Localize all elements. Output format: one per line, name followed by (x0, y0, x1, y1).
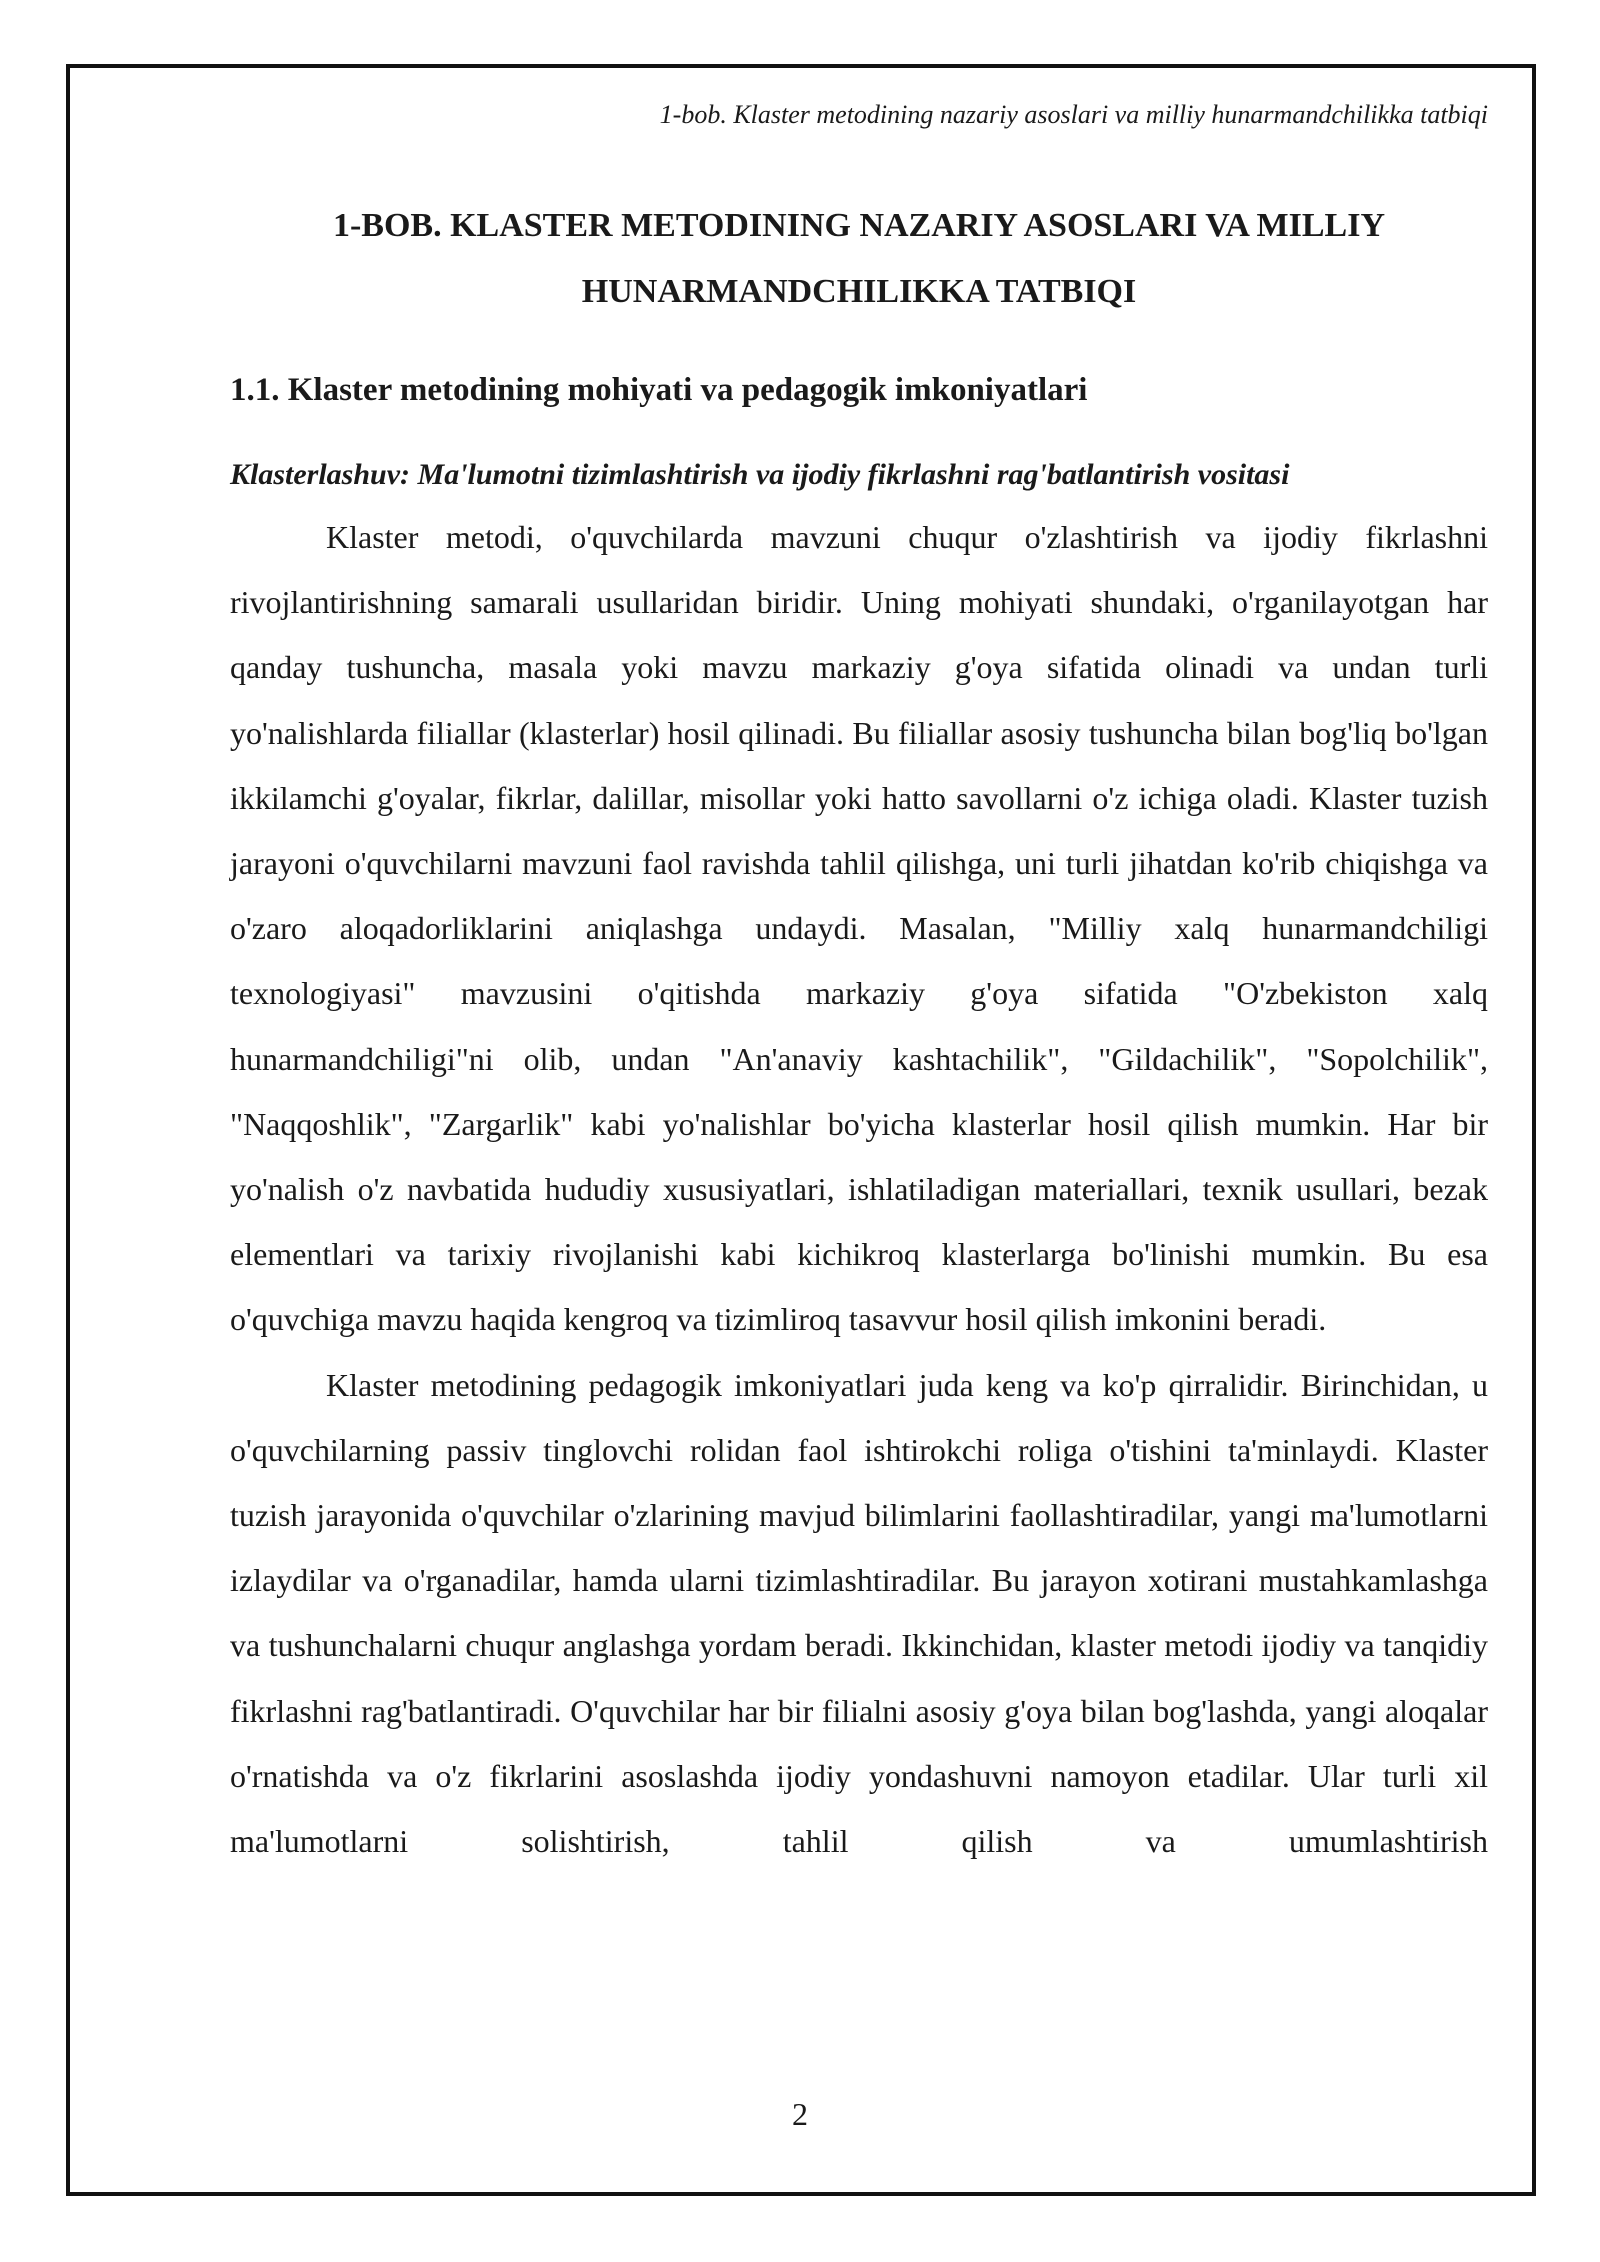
body-paragraph: Klaster metodi, o'quvchilarda mavzuni chuqur o'zlashtirish va ijodiy fikrlashni rivojlantirishning samarali usullaridan biridir. Uning mohiyati shundaki, o'rganilayotgan har qanday tushuncha, masala yoki mavzu markaziy g'oya sifatida olinadi va undan turli yo'nalishlarda filiallar (klasterlar) hosil qilinadi. Bu filiallar asosiy tushuncha bilan bog'liq bo'lgan ikkilamchi g'oyalar, fikrlar, dalillar, misollar yoki hatto savollarni o'z ichiga oladi. Klaster tuzish jarayoni o'quvchilarni mavzuni faol ravishda tahlil qilishga, uni turli jihatdan ko'rib chiqishga va o'zaro aloqadorliklarini aniqlashga undaydi. Masalan, "Milliy xalq hunarmandchiligi texnologiyasi" mavzusini o'qitishda markaziy g'oya sifatida "O'zbekiston xalq hunarmandchiligi"ni olib, undan "An'anaviy kashtachilik", "Gildachilik", "Sopolchilik", "Naqqoshlik", "Zargarlik" kabi yo'nalishlar bo'yicha klasterlar hosil qilish mumkin. Har bir yo'nalish o'z navbatida hududiy xususiyatlari, ishlatiladigan materiallari, texnik usullari, bezak elementlari va tarixiy rivojlanishi kabi kichikroq klasterlarga bo'linishi mumkin. Bu esa o'quvchiga mavzu haqida kengroq va tizimliroq tasavvur hosil qilish imkonini beradi. (230, 519, 1488, 1338)
running-header: 1-bob. Klaster metodining nazariy asoslari va milliy hunarmandchilikka tatbiqi (659, 100, 1488, 129)
section-title: 1.1. Klaster metodining mohiyati va pedagogik imkoniyatlari (230, 372, 1088, 408)
body-paragraph: Klaster metodining pedagogik imkoniyatlari juda keng va ko'p qirralidir. Birinchidan, u o'quvchilarning passiv tinglovchi rolidan faol ishtirokchi roliga o'tishini ta'minlaydi. Klaster tuzish jarayonida o'quvchilar o'zlarining mavjud bilimlarini faollashtiradilar, yangi ma'lumotlarni izlaydilar va o'rganadilar, hamda ularni tizimlashtiradilar. Bu jarayon xotirani mustahkamlashga va tushunchalarni chuqur anglashga yordam beradi. Ikkinchidan, klaster metodi ijodiy va tanqidiy fikrlashni rag'batlantiradi. O'quvchilar har bir filialni asosiy g'oya bilan bog'lashda, yangi aloqalar o'rnatishda va o'z fikrlarini asoslashda ijodiy yondashuvni namoyon etadilar. Ular turli xil ma'lumotlarni solishtirish, tahlil qilish va umumlashtirish (230, 1366, 1488, 1860)
chapter-title: 1-BOB. KLASTER METODINING NAZARIY ASOSLARI VA MILLIY HUNARMANDCHILIKKA TATBIQI (332, 207, 1386, 310)
page-content (230, 95, 1488, 1874)
page-number: 2 (792, 2096, 808, 2132)
subsection-title: Klasterlashuv: Ma'lumotni tizimlashtirish va ijodiy fikrlashni rag'batlantirish vositasi (230, 458, 1290, 491)
